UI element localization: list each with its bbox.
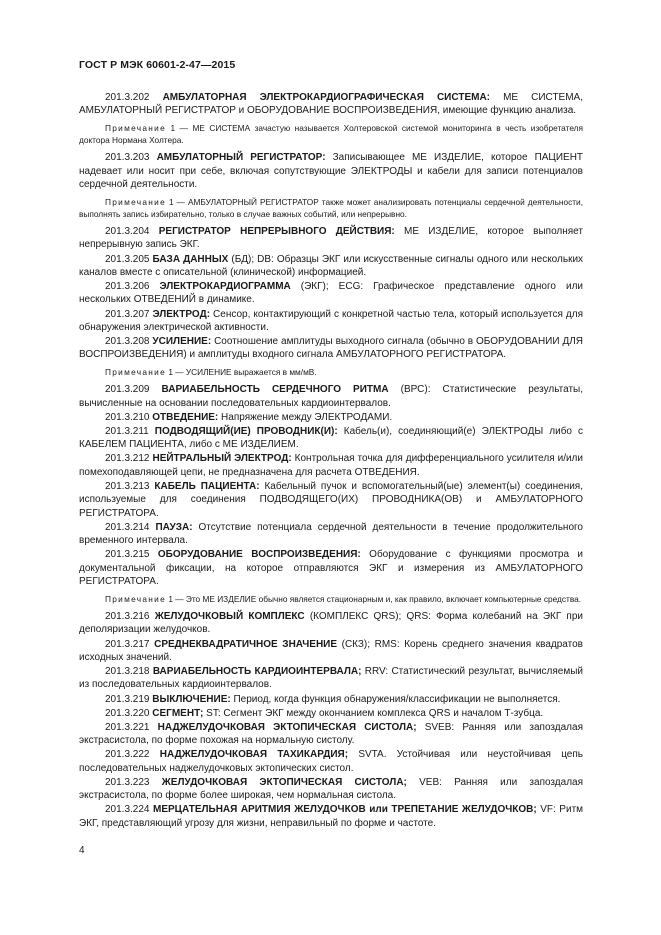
definition-entry: [79, 803, 583, 830]
entry-term: АМБУЛАТОРНАЯ ЭЛЕКТРОКАРДИОГРАФИЧЕСКАЯ СИСТЕМА:: [162, 92, 490, 103]
entry-definition: Кабельный пучок и вспомогательный(ые) элемент(ы) соединения, используемые для соединения ПОДВОДЯЩЕГО(ИХ) ПРОВОДНИКА(ОВ) и АМБУЛАТОРНОГО РЕГИСТРАТОРА.: [79, 480, 583, 519]
entry-definition: МЕ ИЗДЕЛИЕ, которое выполняет непрерывную запись ЭКГ.: [79, 226, 583, 251]
definition-entry: [79, 452, 583, 479]
entry-term: АМБУЛАТОРНЫЙ РЕГИСТРАТОР:: [156, 152, 326, 164]
entry-definition: Сенсор, контактирующий с конкретной частью тела, который используется для обнаружения электрической активности.: [79, 308, 583, 333]
definition-entry: [79, 335, 583, 362]
page-number: 4: [79, 845, 85, 856]
entry-definition: VEB: Ранняя или запоздалая экстрасистола, по форме более широкая, чем нормальная систола.: [79, 776, 584, 802]
entry-term: НАДЖЕЛУДОЧКОВАЯ ЭКТОПИЧЕСКАЯ СИСТОЛА;: [157, 721, 417, 733]
definition-entry: [79, 480, 583, 520]
definition-entry: [79, 748, 583, 775]
entry-definition: RRV: Статистический результат, вычисляемый из последовательных кардиоинтервалов.: [79, 666, 583, 691]
entry-term: СЕГМЕНТ;: [152, 707, 204, 719]
note-label: Примечание: [105, 197, 167, 208]
entry-number: 201.3.215: [105, 549, 150, 561]
entry-term: ПОДВОДЯЩИЙ(ИЕ) ПРОВОДНИК(И):: [154, 425, 338, 437]
entry-number: 201.3.204: [105, 226, 150, 238]
entry-number: 201.3.218: [105, 666, 150, 678]
entry-definition: Записывающее МЕ ИЗДЕЛИЕ, которое ПАЦИЕНТ надевает или носит при себе, включая сопутствующие ЭЛЕКТРОДЫ и кабели для записи потенциалов сердечной деятельности.: [79, 152, 584, 191]
definition-entry: [79, 308, 583, 335]
note-label: Примечание: [105, 367, 167, 378]
entry-term: НАДЖЕЛУДОЧКОВАЯ ТАХИКАРДИЯ;: [159, 749, 349, 761]
entry-term: ЭЛЕКТРОД:: [152, 308, 211, 320]
note-number: 1: [169, 197, 174, 208]
entry-number: 201.3.216: [105, 611, 150, 623]
entry-definition: Отсутствие потенциала сердечной деятельности в течение продолжительного временного интервала.: [79, 521, 583, 547]
entry-definition: МЕ СИСТЕМА, АМБУЛАТОРНЫЙ РЕГИСТРАТОР и ОБОРУДОВАНИЕ ВОСПРОИЗВЕДЕНИЯ, имеющие функцию анализа.: [79, 92, 583, 117]
definition-entry: [79, 280, 583, 307]
note-text: — МЕ СИСТЕМА зачастую называется Холтеровской системой мониторинга в честь изобретателя доктора Нормана Холтера.: [79, 123, 583, 146]
entry-note: [79, 196, 583, 220]
entry-term: КАБЕЛЬ ПАЦИЕНТА:: [154, 480, 260, 492]
entry-number: 201.3.224: [105, 804, 150, 816]
entry-number: 201.3.223: [105, 776, 150, 788]
entry-term: УСИЛЕНИЕ:: [152, 336, 212, 348]
entry-definition: VF: Ритм ЭКГ, представляющий угрозу для жизни, неправильный по форме и частоте.: [79, 804, 584, 829]
entry-term: ЖЕЛУДОЧКОВЫЙ КОМПЛЕКС: [154, 611, 305, 623]
entry-number: 201.3.205: [105, 253, 150, 265]
definition-entry: [79, 610, 583, 637]
definition-entry: [79, 151, 583, 191]
entry-number: 201.3.212: [105, 453, 150, 465]
note-number: 1: [168, 367, 173, 378]
entry-term: МЕРЦАТЕЛЬНАЯ АРИТМИЯ ЖЕЛУДОЧКОВ или ТРЕПЕТАНИЕ ЖЕЛУДОЧКОВ;: [153, 804, 537, 816]
entry-definition: (БД); DB: Образцы ЭКГ или искусственные сигналы одного или нескольких каналов вместе с описательной (клинической) информацией.: [79, 253, 584, 278]
entry-definition: ST: Сегмент ЭКГ между окончанием комплекса QRS и началом Т-зубца.: [206, 707, 544, 719]
entry-number: 201.3.210: [105, 411, 150, 423]
entry-term: НЕЙТРАЛЬНЫЙ ЭЛЕКТРОД:: [152, 453, 292, 465]
entry-definition: (КОМПЛЕКС QRS); QRS: Форма колебаний на ЭКГ при деполяризации желудочков.: [79, 611, 583, 636]
note-number: 1: [168, 594, 173, 605]
entry-number: 201.3.217: [105, 638, 150, 650]
definition-entry: [79, 693, 583, 706]
definition-entry: [79, 411, 583, 424]
definition-entry: [79, 665, 583, 692]
entry-definition: Напряжение между ЭЛЕКТРОДАМИ.: [221, 411, 393, 423]
entry-definition: Период, когда функция обнаружения/классификации не выполняется.: [233, 693, 561, 705]
entry-term: ОТВЕДЕНИЕ:: [152, 411, 219, 423]
entry-term: РЕГИСТРАТОР НЕПРЕРЫВНОГО ДЕЙСТВИЯ:: [158, 226, 395, 238]
entry-definition: Оборудование с функциями просмотра и документальной фиксации, на которое отправляются ЭКГ и измерения из АМБУЛАТОРНОГО РЕГИСТРАТОРА.: [79, 549, 584, 588]
definition-entry: [79, 638, 583, 665]
note-text: — УСИЛЕНИЕ выражается в мм/мВ.: [175, 367, 317, 378]
entry-definition: Соотношение амплитуды выходного сигнала (обычно в ОБОРУДОВАНИИ ДЛЯ ВОСПРОИЗВЕДЕНИЯ) и амплитуды входного сигнала АМБУЛАТОРНОГО РЕГИСТРАТОРА.: [79, 336, 584, 361]
definitions-list: [79, 91, 583, 830]
entry-term: ВАРИАБЕЛЬНОСТЬ КАРДИОИНТЕРВАЛА;: [152, 666, 362, 678]
entry-number: 201.3.219: [105, 693, 150, 705]
note-label: Примечание: [105, 594, 167, 605]
entry-term: ЭЛЕКТРОКАРДИОГРАММА: [159, 281, 291, 293]
entry-definition: SVTA. Устойчивая или неустойчивая цепь последовательных наджелудочковых эктопических систол.: [79, 749, 583, 774]
definition-entry: [79, 776, 583, 803]
standard-header: ГОСТ Р МЭК 60601-2-47—2015: [79, 59, 236, 71]
entry-term: ВЫКЛЮЧЕНИЕ:: [152, 693, 231, 705]
entry-number: 201.3.222: [105, 749, 150, 761]
entry-number: 201.3.206: [105, 281, 150, 293]
entry-note: [79, 593, 583, 605]
definition-entry: [79, 707, 583, 720]
entry-definition: Контрольная точка для дифференциального усилителя и/или помехоподавляющей цепи, не предназначена для расчета ОТВЕДЕНИЯ.: [79, 453, 583, 478]
definition-entry: [79, 225, 583, 252]
entry-number: 201.3.208: [105, 336, 150, 348]
definition-entry: [79, 91, 583, 118]
entry-number: 201.3.214: [105, 521, 150, 533]
entry-number: 201.3.211: [105, 425, 149, 437]
entry-number: 201.3.202: [105, 92, 150, 103]
note-label: Примечание: [105, 123, 167, 134]
definition-entry: [79, 548, 583, 588]
entry-definition: (ЭКГ); ECG: Графическое представление одного или нескольких ОТВЕДЕНИЙ в динамике.: [79, 281, 583, 306]
entry-definition: Кабель(и), соединяющий(е) ЭЛЕКТРОДЫ либо с КАБЕЛЕМ ПАЦИЕНТА, либо с МЕ ИЗДЕЛИЕМ.: [79, 425, 584, 451]
entry-definition: SVEB: Ранняя или запоздалая экстрасистола, по форме похожая на нормальную систолу.: [79, 721, 583, 747]
entry-note: [79, 366, 583, 378]
entry-number: 201.3.207: [105, 308, 150, 320]
entry-number: 201.3.221: [105, 721, 150, 733]
definition-entry: [79, 253, 583, 280]
entry-term: ЖЕЛУДОЧКОВАЯ ЭКТОПИЧЕСКАЯ СИСТОЛА;: [161, 776, 407, 788]
entry-number: 201.3.209: [105, 384, 150, 396]
note-text: — АМБУЛАТОРНЫЙ РЕГИСТРАТОР также может анализировать потенциалы сердечной деятельности, выполнять запись избирательно, только в случае важных событий, или непрерывно.: [79, 197, 583, 220]
entry-term: ВАРИАБЕЛЬНОСТЬ СЕРДЕЧНОГО РИТМА: [161, 384, 389, 396]
entry-term: БАЗА ДАННЫХ: [152, 253, 229, 265]
definition-entry: [79, 721, 583, 748]
entry-term: ОБОРУДОВАНИЕ ВОСПРОИЗВЕДЕНИЯ:: [157, 549, 361, 561]
definition-entry: [79, 383, 583, 410]
entry-definition: (СКЗ); RMS: Корень среднего значения квадратов исходных значений.: [79, 638, 583, 663]
entry-number: 201.3.220: [105, 707, 150, 719]
note-text: — Это МЕ ИЗДЕЛИЕ обычно является стационарным и, как правило, включает компьютерные средства.: [175, 594, 582, 605]
definition-entry: [79, 521, 583, 548]
entry-term: СРЕДНЕКВАДРАТИЧНОЕ ЗНАЧЕНИЕ: [154, 638, 338, 650]
entry-definition: (ВРС): Статистические результаты, вычисленные на основании последовательных кардиоинтервалов.: [79, 384, 584, 409]
entry-number: 201.3.203: [105, 152, 150, 164]
entry-term: ПАУЗА:: [155, 521, 193, 533]
definition-entry: [79, 425, 583, 452]
entry-note: [79, 122, 583, 146]
note-number: 1: [170, 123, 176, 134]
entry-number: 201.3.213: [105, 480, 150, 492]
